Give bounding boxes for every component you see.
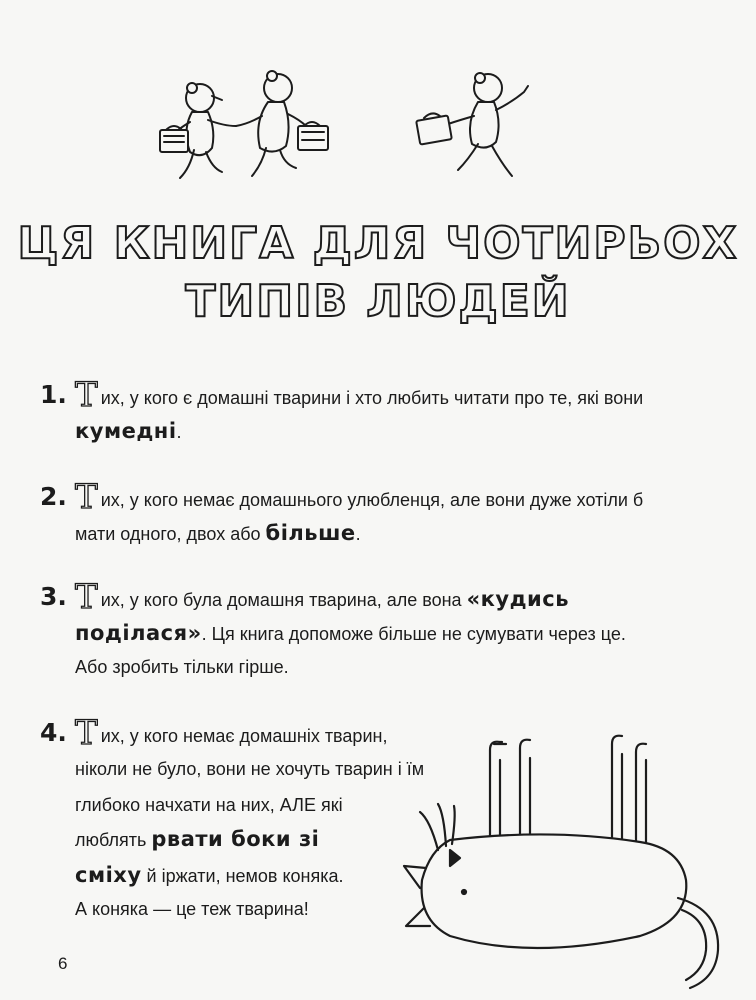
list-item-2 <box>40 477 720 560</box>
dropcap: Т <box>75 477 98 517</box>
item-line: Або зробить тільки гірше. <box>75 657 289 677</box>
cat-illustration <box>390 730 740 995</box>
list-item-3 <box>40 577 720 690</box>
item-line: поділася». Ця книга допоможе більше не сумувати через це. <box>75 621 626 645</box>
item-line: глибоко начхати на них, АЛЕ які <box>75 795 343 815</box>
item-line: люблять рвати боки зі <box>75 827 320 851</box>
item-line: А коняка — це теж тварина! <box>75 899 309 919</box>
dropcap: Т <box>75 713 98 753</box>
item-number: 1. <box>40 380 67 409</box>
emphasis: кумедні <box>75 419 177 443</box>
emphasis: рвати боки зі <box>151 827 320 851</box>
mouse-icon <box>448 73 528 176</box>
item-line: Тих, у кого була домашня тварина, але вона «кудись <box>75 577 569 617</box>
item-line: Тих, у кого немає домашнього улюбленця, але вони дуже хотіли б <box>75 477 644 517</box>
dropcap: Т <box>75 577 98 617</box>
item-line: мати одного, двох або більше. <box>75 521 361 545</box>
list-item-4 <box>40 713 425 926</box>
page-title-line-1: ЦЯ КНИГА ДЛЯ ЧОТИРЬОХ <box>17 218 739 269</box>
emphasis: «кудись <box>466 587 569 611</box>
emphasis: поділася» <box>75 621 202 645</box>
emphasis: більше <box>265 521 356 545</box>
list-item-1 <box>40 375 720 458</box>
page-number: 6 <box>58 954 68 973</box>
mice-illustration <box>150 60 570 195</box>
page-title-line-2: ТИПІВ ЛЮДЕЙ <box>185 276 571 327</box>
mouse-icon <box>236 71 306 176</box>
suitcase-icon <box>416 115 452 144</box>
dropcap: Т <box>75 375 98 415</box>
item-number: 3. <box>40 582 67 611</box>
emphasis: сміху <box>75 863 142 887</box>
item-line: ніколи не було, вони не хочуть тварин і їм <box>75 759 425 779</box>
item-line: Тих, у кого є домашні тварини і хто любить читати про те, які вони <box>75 375 644 415</box>
item-number: 4. <box>40 718 67 747</box>
item-number: 2. <box>40 482 67 511</box>
item-line: сміху й іржати, немов коняка. <box>75 863 344 887</box>
suitcase-icon <box>298 126 328 150</box>
item-line: кумедні. <box>75 419 182 443</box>
item-line: Тих, у кого немає домашніх тварин, <box>75 713 388 753</box>
